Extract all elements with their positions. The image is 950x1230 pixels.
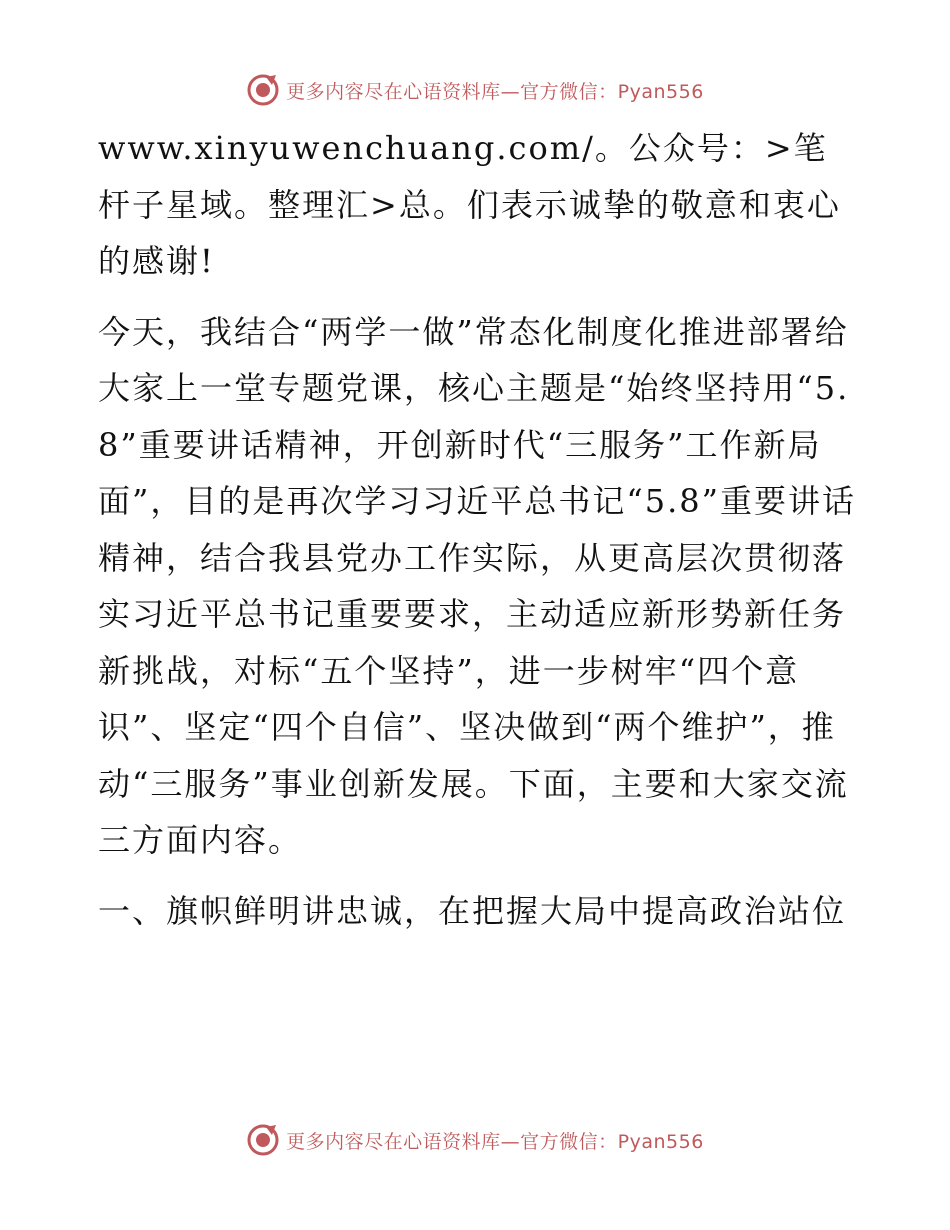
section-heading-1: 一、旗帜鲜明讲忠诚，在把握大局中提高政治站位 — [98, 891, 847, 930]
stamp-logo-icon — [246, 1123, 280, 1157]
paragraph-2: 今天，我结合“两学一做”常态化制度化推进部署给大家上一堂专题党课，核心主题是“始终坚持用“5.8”重要讲话精神，开创新时代“三服务”工作新局面”，目的是再次学习习近平总书记“5.8”重要讲话精神，结合我县党办工作实际，从更高层次贯彻落实习近平总书记重要要求，主动适应新形势新任务新挑战，对标“五个坚持”，进一步树牢“四个意识”、坚定“四个自信”、坚决做到“两个维护”，推动“三服务”事业创新发展。下面，主要和大家交流三方面内容。 — [98, 312, 856, 859]
header-watermark — [0, 70, 950, 110]
document-body — [98, 120, 858, 939]
footer-watermark — [0, 1120, 950, 1160]
watermark-text: 更多内容尽在心语资料库—官方微信：Pyan556 — [286, 1130, 704, 1153]
stamp-logo-icon — [246, 73, 280, 107]
watermark-text: 更多内容尽在心语资料库—官方微信：Pyan556 — [286, 80, 704, 103]
paragraph-1: www.xinyuwenchuang.com/。公众号：>笔杆子星域。整理汇>总。们表示诚挚的敬意和衷心的感谢! — [98, 129, 841, 280]
